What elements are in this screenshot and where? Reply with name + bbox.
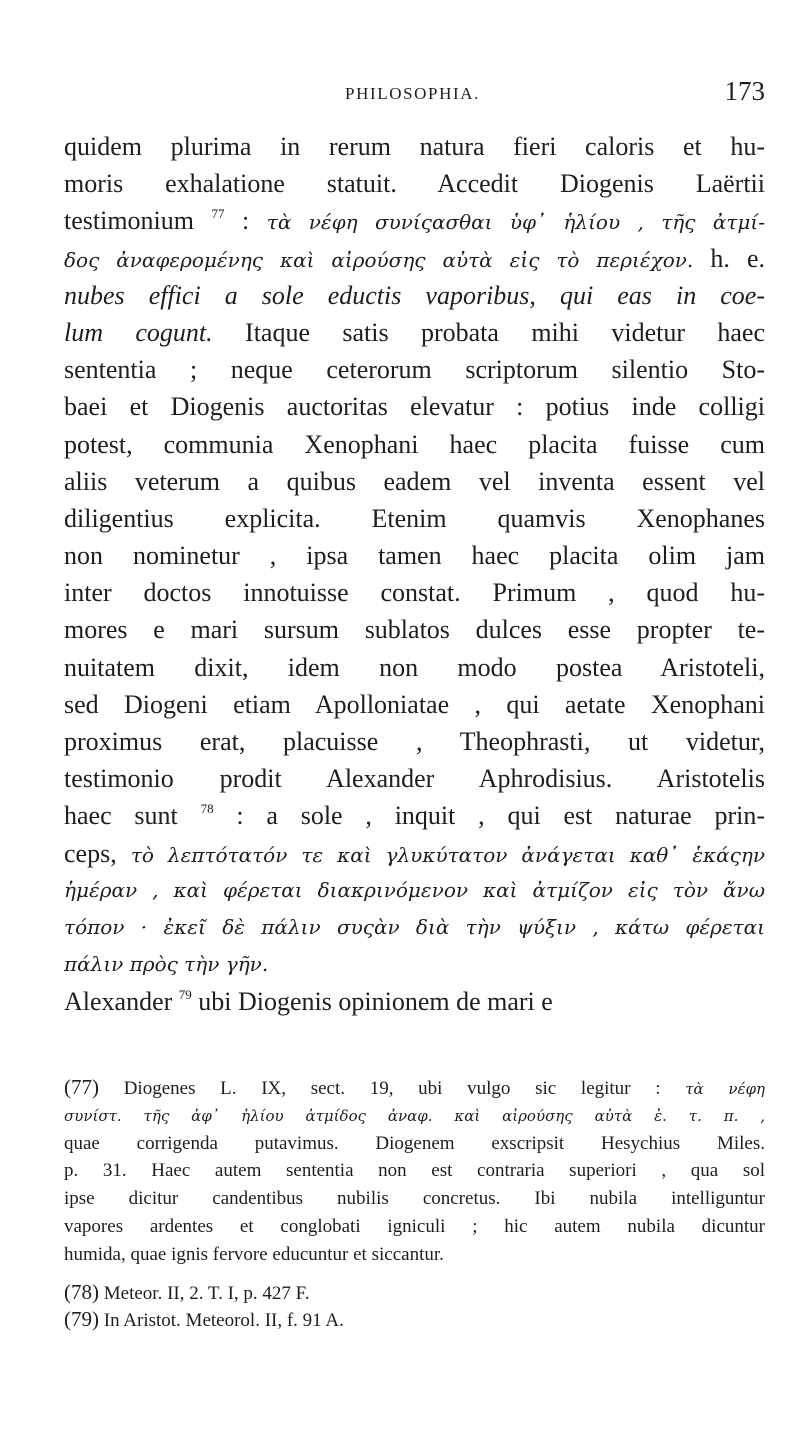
greek-line: τόπον · ἐκεῖ δὲ πάλιν συςὰν διὰ τὴν ψύξιν , κάτω φέρεται (64, 914, 765, 939)
greek-quote: συνίστ. τῆς ἀφ᾽ ἡλίου ἀτμίδος ἀναφ. καὶ αἰρούσης αὐτὰ ἑ. τ. π. , (64, 1106, 765, 1125)
text-segment: Meteor. II, 2. T. I, p. 427 F. (99, 1282, 310, 1304)
greek-quote: τὸ λεπτότατόν τε καὶ γλυκύτατον ἀνάγεται καθ᾽ ἑκάςην (130, 842, 765, 867)
text-line: nuitatem dixit, idem non modo postea Aristoteli, (64, 652, 765, 682)
text-line (64, 797, 765, 834)
text-line (64, 240, 765, 277)
text-line: diligentius explicita. Etenim quamvis Xenophanes (64, 503, 765, 533)
running-title: PHILOSOPHIA. (345, 84, 480, 103)
text-line: proximus erat, placuisse , Theophrasti, ut videtur, (64, 727, 765, 756)
footnote-77-line (64, 1074, 765, 1102)
footnote-ref-79: 79 (178, 987, 192, 1003)
footnote-number: (79) (64, 1307, 99, 1332)
footnote-78 (64, 1279, 765, 1307)
italic-translation: lum cogunt. (64, 317, 213, 347)
text-line: aliis veterum a quibus eadem vel inventa essent vel (64, 466, 765, 496)
footnote-ref-77: 77 (211, 206, 225, 222)
footnote-77-line: vapores ardentes et conglobati igniculi ; hic autem nubila dicuntur (64, 1215, 765, 1237)
text-segment: Diogenes L. IX, sect. 19, ubi vulgo sic legitur : (99, 1078, 686, 1099)
italic-translation: nubes effici a sole eductis vaporibus, qui eas in coe- (64, 280, 765, 310)
text-line: inter doctos innotuisse constat. Primum , quod hu- (64, 578, 765, 608)
text-line: quidem plurima in rerum natura fieri caloris et hu- (64, 132, 765, 161)
footnote-number: (78) (64, 1279, 99, 1304)
footnote-77-line: quae corrigenda putavimus. Diogenem exscripsit Hesychius Miles. (64, 1132, 765, 1154)
greek-quote: τὰ νέφη συνίςασθαι ὑφ᾽ ἡλίου , τῆς ἀτμί- (266, 210, 765, 235)
text-segment: In Aristot. Meteorol. II, f. 91 A. (99, 1310, 344, 1332)
text-line: sed Diogeni etiam Apolloniatae , qui aetate Xenophani (64, 689, 765, 719)
text-line (64, 983, 765, 1020)
text-segment: testimonium (64, 206, 194, 236)
text-line: mores e mari sursum sublatos dulces esse propter te- (64, 615, 765, 645)
main-text (64, 128, 765, 1021)
footnote-77-line: ipse dicitur candentibus nubilis concretus. Ibi nubila intelliguntur (64, 1188, 765, 1210)
footnote-77-line (64, 1102, 765, 1130)
footnote-77-line: humida, quae ignis fervore educuntur et siccantur. (64, 1243, 444, 1265)
footnote-spacer (64, 1269, 765, 1279)
footnotes (64, 1074, 765, 1334)
text-line: potest, communia Xenophani haec placita fuisse cum (64, 429, 765, 459)
text-line (64, 314, 765, 351)
text-segment: Alexander (64, 987, 173, 1017)
text-segment: : a sole , inquit , qui est naturae prin- (213, 801, 765, 831)
text-segment: : (224, 206, 267, 236)
greek-quote: δος ἀναφερομένης καὶ αἰρούσης αὐτὰ εἰς τὸ περιέχον. (64, 247, 694, 272)
text-line: baei et Diogenis auctoritas elevatur : potius inde colligi (64, 392, 765, 422)
text-line (64, 277, 765, 314)
text-segment: Itaque satis probata mihi videtur haec (212, 317, 765, 347)
text-segment: haec sunt (64, 801, 178, 831)
text-segment: ubi Diogenis opinionem de mari e (191, 987, 553, 1017)
greek-line: ἡμέραν , καὶ φέρεται διακρινόμενον καὶ ἀτμίζον εἰς τὸν ἄνω (64, 877, 765, 902)
text-line: moris exhalatione statuit. Accedit Diogenis Laërtii (64, 169, 765, 199)
text-line (64, 202, 765, 239)
text-line: non nominetur , ipsa tamen haec placita olim jam (64, 541, 765, 571)
running-head (60, 76, 765, 106)
page-number: 173 (724, 76, 765, 106)
footnote-79 (64, 1306, 765, 1334)
footnote-77-line: p. 31. Haec autem sententia non est contraria superiori , qua sol (64, 1160, 765, 1182)
footnote-ref-78: 78 (200, 801, 214, 817)
text-line: sententia ; neque ceterorum scriptorum silentio Sto- (64, 355, 765, 385)
text-line: testimonio prodit Alexander Aphrodisius. Aristotelis (64, 764, 765, 794)
footnote-number: (77) (64, 1075, 99, 1099)
text-segment: ceps, (64, 838, 131, 868)
text-line (64, 835, 765, 872)
greek-line: πάλιν πρὸς τὴν γῆν. (64, 952, 269, 977)
text-segment: h. e. (693, 243, 765, 273)
greek-quote: τὰ νέφη (685, 1080, 765, 1098)
